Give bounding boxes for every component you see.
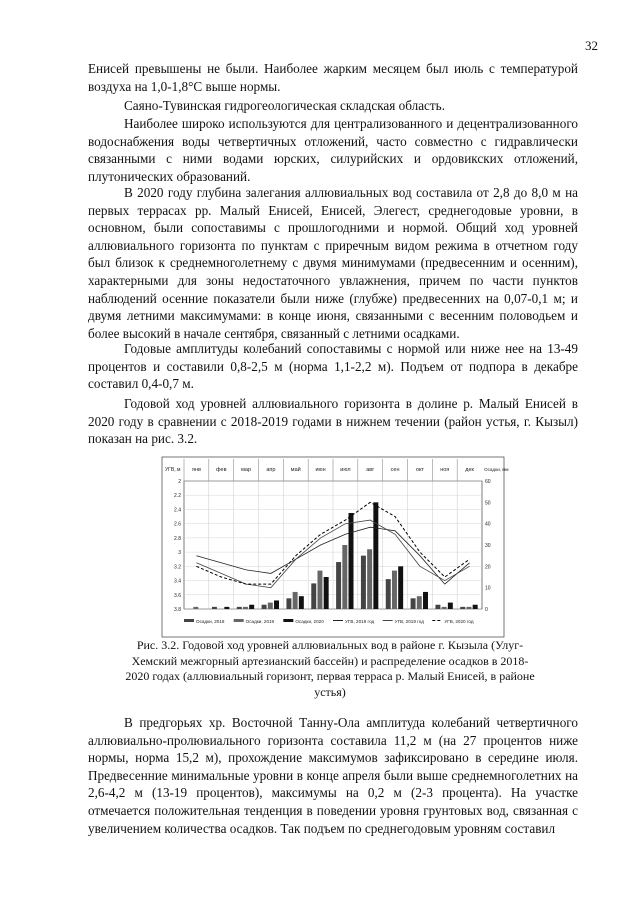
precip-bar [386,579,391,609]
y-tick-label: 2 [178,479,181,485]
precip-bar [460,607,465,609]
precip-bar [398,566,403,609]
month-label: июн [315,467,326,473]
y2-tick-label: 60 [485,479,491,485]
legend-swatch [283,619,293,622]
groundwater-level-chart [162,457,509,637]
paragraph-1: Енисей превышены не были. Наиболее жарким месяцем был июль с температурой воздуха на 1,0-1,8°С выше нормы. [88,61,578,94]
precip-bar [417,596,422,609]
precip-bar [262,605,267,609]
legend-label: УГВ, 2018 год [345,619,375,624]
y-tick-label: 3 [178,550,181,557]
precip-bar [224,607,229,609]
precip-bar [435,605,440,609]
legend-swatch [234,619,244,622]
precip-bar [286,598,291,609]
legend-swatch [184,619,194,622]
paragraph-4: В 2020 году глубина залегания аллювиальных вод составила от 2,8 до 8,0 м на первых террасах рр. Малый Енисей, Енисей, Элегест, среднегодовые уровни, в основном, были сопоставимы с прошлогодними и нормой. Общий ход уровней аллювиального горизонта по пунктам с приречным видом режима в отчетном году был близок к среднемноголетнему с двумя минимумами (предвесенним и осенним), характерными для зоны недостаточного увлажнения, причем по части пунктов наблюдений осенние показатели были ниже (глубже) предвесенних на 0,07-0,1 м; и двумя летними максимумами: в конце июня, связанными с весенним половодьем и более высокий в начале сентября, связанный с летними осадками. [88,185,578,341]
month-label: янв [191,467,201,473]
y2-tick-label: 0 [485,607,488,613]
paragraph-2-heading: Саяно-Тувинская гидрогеологическая складская область. [124,98,445,113]
paragraph-5: Годовые амплитуды колебаний сопоставимы с нормой или ниже нее на 13-49 процентов и составили 0,8-2,5 м (норма 1,1-2,2 м). Подъем от подпора в декабре составил 0,4-0,7 м. [88,341,578,392]
precip-bar [411,598,416,609]
y-tick-label: 2.2 [174,493,181,500]
legend-label: УГВ, 2020 год [444,619,474,624]
month-label: сен [390,467,400,473]
month-label: авг [366,467,375,473]
legend-label: Осадки, 2019 [245,619,275,624]
precip-bar [237,607,242,609]
month-label: мар [241,467,252,473]
precip-bar [212,607,217,609]
precip-bar [367,549,372,609]
precip-bar [336,562,341,609]
precip-bar [448,603,453,609]
precip-bar [466,607,471,609]
precip-bar [349,513,354,609]
precip-bar [423,592,428,609]
precip-bar [392,571,397,609]
precip-bar [274,600,279,609]
precip-bar [473,605,478,609]
precip-bar [293,592,298,609]
paragraph-6: Годовой ход уровней аллювиального горизонта в долине р. Малый Енисей в 2020 году в сравнении с 2018-2019 годами в нижнем течении (район устья, г. Кызыл) показан на рис. 3.2. [88,396,578,447]
precip-bar [243,607,248,609]
y-tick-label: 3.6 [174,592,181,599]
y2-tick-label: 40 [485,521,491,528]
y-tick-label: 2.8 [174,535,181,542]
month-label: май [290,467,301,473]
paragraph-3: Наиболее широко используются для централизованного и децентрализованного водоснабжения воды четвертичных отложений, часто совместно с гидравлически связанными с ними водами юрских, силурийских и ордовикских отложений, плутонических образований. [88,116,578,184]
paragraph-7: В предгорьях хр. Восточной Танну-Ола амплитуда колебаний четвертичного аллювиально-пролювиального горизонта составила 11,2 м (на 27 процентов ниже нормы, норма 15,2 м), прохождение максимумов зафиксировано в середине июля. Предвесенние минимальные уровни в конце апреля были выше среднемноголетних на 2,6-4,2 м (13-19 процентов), максимумы на 0,2 м (2-3 процента). На участке отмечается положительная тенденция в поведении уровня грунтовых вод, связанная с увеличением количества осадков. Так подъем по среднегодовым уровням составил [88,715,578,836]
precip-bar [299,596,304,609]
precip-bar [442,607,447,609]
y2-axis-title: Осадки, мм [484,467,509,472]
precip-bar [249,605,254,609]
page-number: 32 [585,38,598,53]
month-label: июл [340,467,351,473]
month-label: ноя [440,467,450,473]
y-tick-label: 3.4 [174,578,181,585]
y2-tick-label: 50 [485,500,491,507]
month-label: дек [465,467,474,473]
precip-bar [268,603,273,609]
y-tick-label: 2.6 [174,521,181,528]
legend-label: Осадки, 2020 [295,619,324,624]
precip-bar [311,583,316,609]
figure-caption: Рис. 3.2. Годовой ход уровней аллювиальных вод в районе г. Кызыла (Улуг-Хемский межгорный артезианский бассейн) и распределение осадков в 2018-2020 годах (аллювиальный горизонт, первая терраса р. Малый Енисей, в районе устья) [125,638,535,699]
y2-tick-label: 10 [485,585,491,592]
month-label: окт [415,467,424,473]
precip-bar [342,545,347,609]
legend-label: Осадки, 2018 [196,619,225,624]
precip-bar [193,607,198,609]
month-label: фев [215,467,227,473]
y2-tick-label: 20 [485,564,491,571]
y-tick-label: 3.2 [174,564,181,571]
month-label: апр [266,467,276,473]
precip-bar [317,571,322,609]
y2-tick-label: 30 [485,543,491,549]
precip-bar [373,502,378,609]
y-tick-label: 3.8 [174,607,181,613]
legend-label: УГВ, 2019 год [394,619,424,624]
y-tick-label: 2.4 [174,507,181,514]
y-axis-title: УГВ, м [165,467,181,473]
precip-bar [361,556,366,609]
precip-bar [324,577,329,609]
